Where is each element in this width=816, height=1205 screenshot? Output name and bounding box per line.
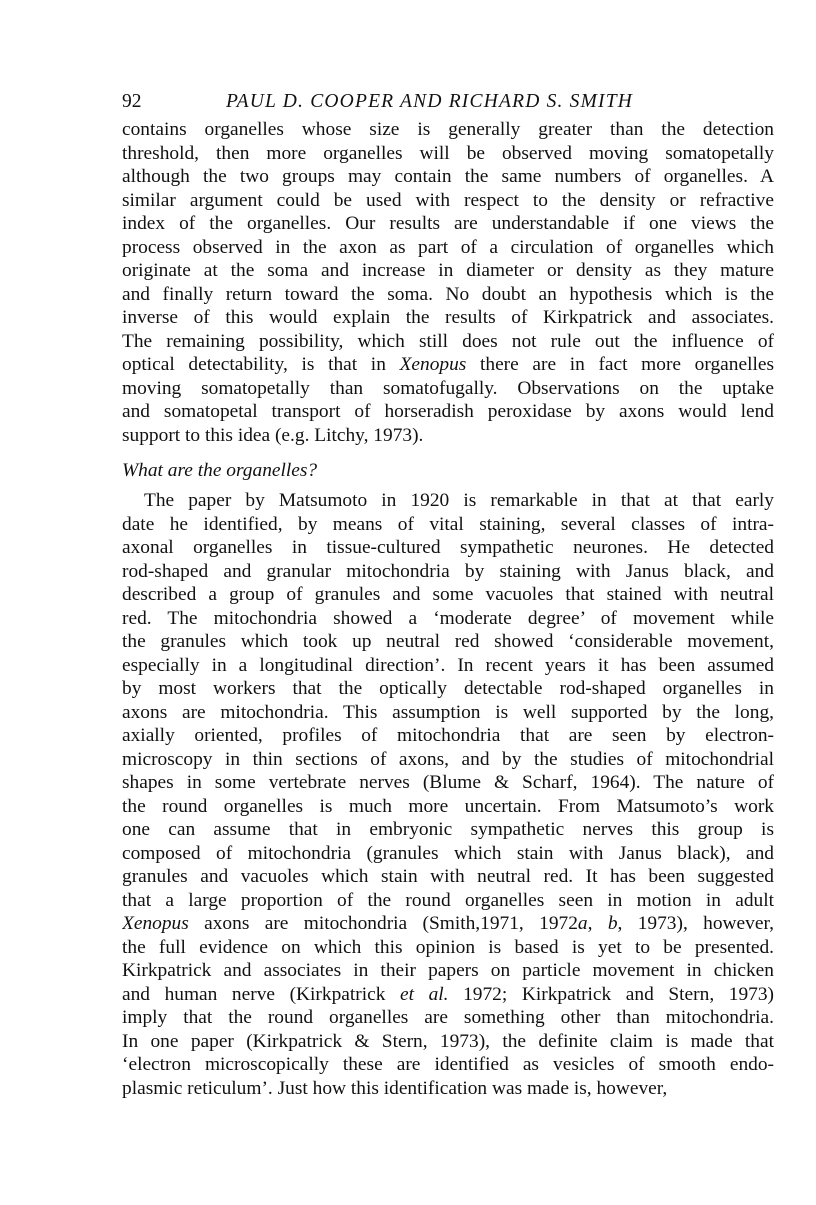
text-line: moving somatopetally than somatofugally. Observations on the uptake	[122, 377, 774, 399]
text-run: optical detectability, is that in	[122, 354, 400, 375]
text-line: and somatopetal transport of horseradish peroxidase by axons would lend	[122, 401, 774, 422]
text-line	[122, 912, 774, 936]
text-line: red. The mitochondria showed a ‘moderate degree’ of movement while	[122, 607, 774, 629]
text-line: index of the organelles. Our results are understandable if one views the	[122, 213, 774, 234]
italic-text: b	[607, 913, 618, 934]
text-line: The paper by Matsumoto in 1920 is remarkable in that at that early	[144, 490, 774, 511]
text-line: and finally return toward the soma. No doubt an hypothesis which is the	[122, 283, 774, 305]
text-line: date he identified, by means of vital staining, several classes of intra-	[122, 513, 774, 535]
text-line: support to this idea (e.g. Litchy, 1973).	[122, 424, 424, 446]
text-line: composed of mitochondria (granules which stain with Janus black), and	[122, 842, 774, 864]
text-run: ,	[587, 913, 608, 934]
text-line: one can assume that in embryonic sympathetic nerves this group is	[122, 819, 774, 840]
text-line: Kirkpatrick and associates in their papers on particle movement in chicken	[122, 960, 774, 981]
italic-text: Xenopus	[399, 354, 467, 375]
section-heading: What are the organelles?	[122, 460, 318, 481]
text-line: the granules which took up neutral red showed ‘considerable movement,	[122, 631, 774, 652]
text-line: the full evidence on which this opinion is based is yet to be presented.	[122, 936, 774, 958]
text-line: granules and vacuoles which stain with neutral red. It has been suggested	[122, 866, 774, 887]
text-run: 1972; Kirkpatrick and Stern, 1973)	[448, 983, 774, 1005]
text-line: described a group of granules and some vacuoles that stained with neutral	[122, 584, 774, 605]
italic-text: Xenopus	[122, 913, 189, 934]
text-line	[122, 983, 774, 1007]
text-line: although the two groups may contain the same numbers of organelles. A	[122, 166, 774, 187]
text-line: inverse of this would explain the results of Kirkpatrick and associates.	[122, 307, 774, 328]
text-line: shapes in some vertebrate nerves (Blume & Scharf, 1964). The nature of	[122, 772, 774, 793]
italic-text: et al.	[400, 983, 449, 1005]
text-line: imply that the round organelles are something other than mitochondria.	[122, 1007, 774, 1028]
text-run: , 1973), however,	[617, 913, 774, 934]
text-line: ‘electron microscopically these are identified as vesicles of smooth endo-	[122, 1054, 774, 1075]
text-line: especially in a longitudinal direction’. In recent years it has been assumed	[122, 654, 774, 676]
text-line: threshold, then more organelles will be observed moving somatopetally	[122, 142, 774, 164]
text-run: and human nerve (Kirkpatrick	[122, 983, 400, 1005]
text-line: axonal organelles in tissue-cultured sympathetic neurones. He detected	[122, 537, 774, 558]
paragraph-continued	[122, 118, 774, 447]
running-head	[122, 86, 774, 118]
text-line: rod-shaped and granular mitochondria by staining with Janus black, and	[122, 560, 774, 582]
text-line	[122, 353, 774, 377]
page	[122, 86, 774, 1100]
text-line: similar argument could be used with respect to the density or refractive	[122, 189, 774, 211]
text-line: that a large proportion of the round organelles seen in motion in adult	[122, 889, 774, 911]
text-line: process observed in the axon as part of a circulation of organelles which	[122, 236, 774, 258]
text-run: there are in fact more organelles	[466, 354, 774, 375]
italic-text: a	[577, 913, 588, 934]
text-line: originate at the soma and increase in diameter or density as they mature	[122, 260, 774, 281]
text-line: axons are mitochondria. This assumption is well supported by the long,	[122, 701, 774, 723]
text-line: contains organelles whose size is generally greater than the detection	[122, 119, 774, 140]
text-line: microscopy in thin sections of axons, and by the studies of mitochondrial	[122, 748, 774, 770]
text-line: In one paper (Kirkpatrick & Stern, 1973), the definite claim is made that	[122, 1030, 774, 1052]
text-line: plasmic reticulum’. Just how this identification was made is, however,	[122, 1077, 668, 1099]
page-number: 92	[122, 91, 142, 112]
text-run: axons are mitochondria (Smith,1971, 1972	[188, 913, 578, 934]
text-line: The remaining possibility, which still does not rule out the influence of	[122, 330, 774, 352]
running-head-authors: PAUL D. COOPER AND RICHARD S. SMITH	[226, 91, 634, 112]
paragraph-organelles	[122, 489, 774, 1100]
text-line: the round organelles is much more uncertain. From Matsumoto’s work	[122, 795, 774, 817]
text-line: axially oriented, profiles of mitochondria that are seen by electron-	[122, 725, 774, 746]
text-line: by most workers that the optically detectable rod-shaped organelles in	[122, 678, 774, 699]
